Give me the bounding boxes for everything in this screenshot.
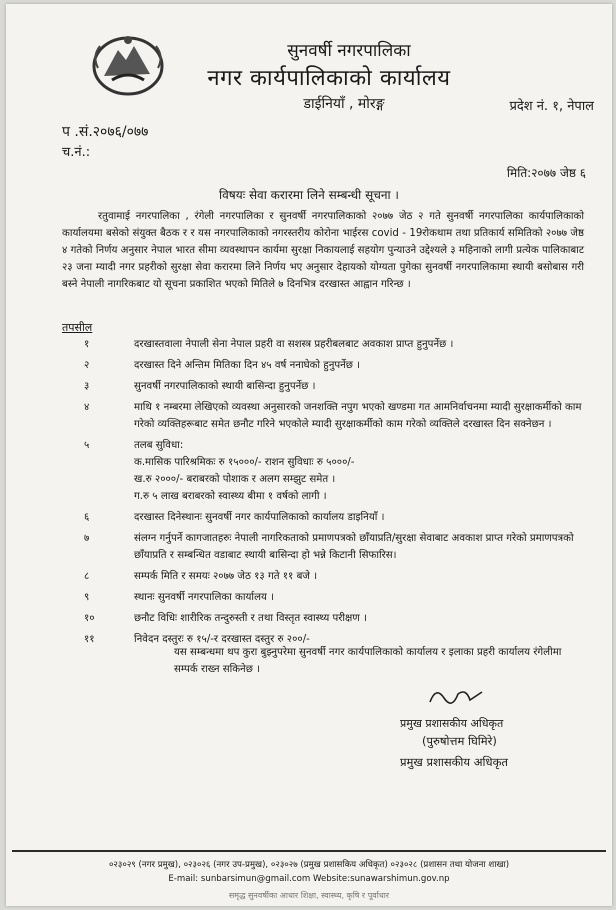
- list-item: [62, 610, 588, 627]
- office-name: नगर कार्यपालिकाको कार्यालय: [207, 66, 451, 91]
- details-heading: तपसील: [62, 321, 93, 334]
- item-number: ७: [84, 533, 90, 544]
- item-text: [128, 399, 588, 433]
- item-text: [128, 437, 588, 505]
- item-line: क.मासिक पारिश्रमिकः रु १५०००/- राशन सुविधाः रु ५०००/-: [134, 457, 355, 468]
- dispatch-number: च.नं.:: [62, 145, 91, 160]
- list-item: [62, 568, 588, 585]
- item-text: [128, 509, 588, 526]
- item-number: ५: [84, 440, 90, 451]
- notice-date: मिति:२०७७ जेष्ठ ६: [506, 166, 586, 180]
- item-line: सुनवर्षी नगरपालिकाको स्थायी बासिन्दा हुनुपर्नेछ ।: [134, 381, 316, 392]
- list-item: [62, 509, 588, 526]
- footer-phones: ०२३०२९ (नगर प्रमुख), ०२३०२६ (नगर उप-प्रमुख), ०२३०२७ (प्रमुख प्रशासकिय अधिकृत) ०२३०२८ (प्रशासन तथा योजना शाखा): [108, 860, 510, 870]
- item-line: छनौट विधिः शारीरिक तन्दुरुस्ती र तथा विस्तृत स्वास्थ्य परीक्षण ।: [134, 613, 367, 624]
- item-text: [128, 357, 588, 374]
- municipality-name: सुनवर्षी नगरपालिका: [287, 41, 411, 61]
- item-line: दरखास्त दिने अन्तिम मितिका दिन ४५ वर्ष ननाघेको हुनुपर्नेछ ।: [134, 360, 361, 371]
- signatory-title: प्रमुख प्रशासकीय अधिकृत: [400, 755, 508, 769]
- footer-motto: समृद्ध सुनवर्षीका आधार शिक्षा, स्वास्थ्य, कृषि र पूर्वाधार: [228, 891, 390, 900]
- item-text: [128, 589, 588, 606]
- item-number: ३: [84, 381, 90, 392]
- item-number: २: [84, 360, 90, 371]
- item-line: ख.रु २०००/- बराबरको पोशाक र अलग सम्झुट समेत ।: [134, 474, 336, 485]
- item-number: १०: [84, 613, 95, 624]
- contact-note: यस सम्बन्धमा थप कुरा बुझ्नुपरेमा सुनवर्षी नगर कार्यपालिकाको कार्यालय र इलाका प्रहरी कार्यालय रंगेलीमा सम्पर्क राख्न सकिनेछ ।: [174, 647, 562, 675]
- list-item: [62, 357, 588, 374]
- item-line: निवेदन दस्तुरः रु १५/-र दरखास्त दस्तुर रु २००/-: [134, 634, 310, 645]
- item-number: ४: [84, 402, 90, 413]
- list-item: [62, 336, 588, 353]
- item-text: [128, 378, 588, 395]
- notice-document: [6, 4, 612, 906]
- item-text: [128, 530, 588, 564]
- signature-stamp-line: प्रमुख प्रशासकीय अधिकृत: [400, 717, 504, 730]
- list-item: [62, 589, 588, 606]
- item-line: ग.रु ५ लाख बराबरको स्वास्थ्य बीमा १ वर्षको लागी ।: [134, 491, 327, 502]
- reference-number: प .सं.२०७६/०७७: [62, 124, 149, 140]
- list-item: [62, 378, 588, 395]
- list-item: [62, 530, 588, 564]
- item-number: ६: [84, 512, 90, 523]
- details-list: [62, 336, 588, 652]
- item-number: ८: [84, 571, 90, 582]
- item-line: तलब सुविधा:: [134, 440, 184, 451]
- item-text: [128, 568, 588, 585]
- item-number: १: [84, 339, 90, 350]
- list-item: [62, 437, 588, 505]
- signatory-name: (पुरुषोत्तम घिमिरे): [422, 734, 497, 748]
- office-address: डाईनियाँ , मोरङ्ग: [303, 96, 385, 112]
- notice-subject: विषयः सेवा करारमा लिने सम्बन्धी सूचना ।: [219, 188, 399, 202]
- item-line: दरखास्त दिनेस्थानः सुनवर्षी नगर कार्यपालिकाको कार्यालय डाइनियाँ ।: [134, 512, 385, 523]
- item-line: संलग्न गर्नुपर्ने कागजातहरुः नेपाली नागरिकताको प्रमाणपत्रको छाँयाप्रति/सुरक्षा सेवाबाट अवकाश प्राप्त गरेको प्रमाणपत्रको छाँयाप्रति र सम्बन्धित वडाबाट स्थायी बासिन्दा हो भन्ने किटानी सिफारिस।: [134, 533, 574, 561]
- item-line: दरखास्तवाला नेपाली सेना नेपाल प्रहरी वा सशस्त्र प्रहरीबलबाट अवकाश प्राप्त हुनुपर्नेछ ।: [134, 339, 454, 350]
- footer-divider: [12, 850, 606, 852]
- province-label: प्रदेश नं. १, नेपाल: [509, 99, 594, 114]
- item-number: ९: [84, 592, 90, 603]
- item-number: ११: [84, 634, 95, 645]
- list-item: [62, 399, 588, 433]
- item-line: स्थानः सुनवर्षी नगरपालिका कार्यालय ।: [134, 592, 274, 603]
- notice-body: रतुवामाई नगरपालिका , रंगेली नगरपालिका र सुनवर्षी नगरपालिकाको २०७७ जेठ २ गते सुनवर्षी नगरपालिका कार्यपालिकाको कार्यालयमा बसेको संयुक्त बैठक र र यस नगरपालिकाको नगरस्तरीय कोरोना भाईरस covid - 19रोकथाम तथा प्रतिकार्य समितिको २०७७ जेष्ठ ४ गतेको निर्णय अनुसार नेपाल भारत सीमा व्यवस्थापन कार्यमा सुरक्षा निकायलाई सहयोग पुन्याउने उद्देश्यले ३ महिनाको लागी प्रत्येक पालिकाबाट २३ जना म्यादी नगर प्रहरीको सुरक्षा सेवा करारमा लिने निर्णय भए अनुसार देहायको योग्यता पुगेका सुनवर्षी नगरपालिकामा स्थायी बसोबास गरी बस्ने नेपाली नागरिकबाट यो सूचना प्रकाशित भएको मितिले ७ दिनभित्र दरखास्त आह्वान गरिन्छ ।: [62, 211, 584, 290]
- item-line: सम्पर्क मिति र समयः २०७७ जेठ १३ गते ११ बजे ।: [134, 571, 318, 582]
- item-line: माथि १ नम्बरमा लेखिएको व्यवस्था अनुसारको जनशक्ति नपुग भएको खण्डमा गत आमनिर्वाचनमा म्यादी सुरक्षाकर्मीको काम गरेको व्यक्तिहरूबाट समेत छनौट गरिने भएकोले म्यादी सुरक्षाकर्मीको काम गरेको व्यक्तिले दरखास्त दिन सक्नेछन ।: [134, 402, 582, 430]
- item-text: [128, 336, 588, 353]
- item-text: [128, 610, 588, 627]
- footer-email-website: E-mail: sunbarsimun@gmail.com Website:sunawarshimun.gov.np: [168, 874, 450, 884]
- signature-icon: [426, 684, 486, 708]
